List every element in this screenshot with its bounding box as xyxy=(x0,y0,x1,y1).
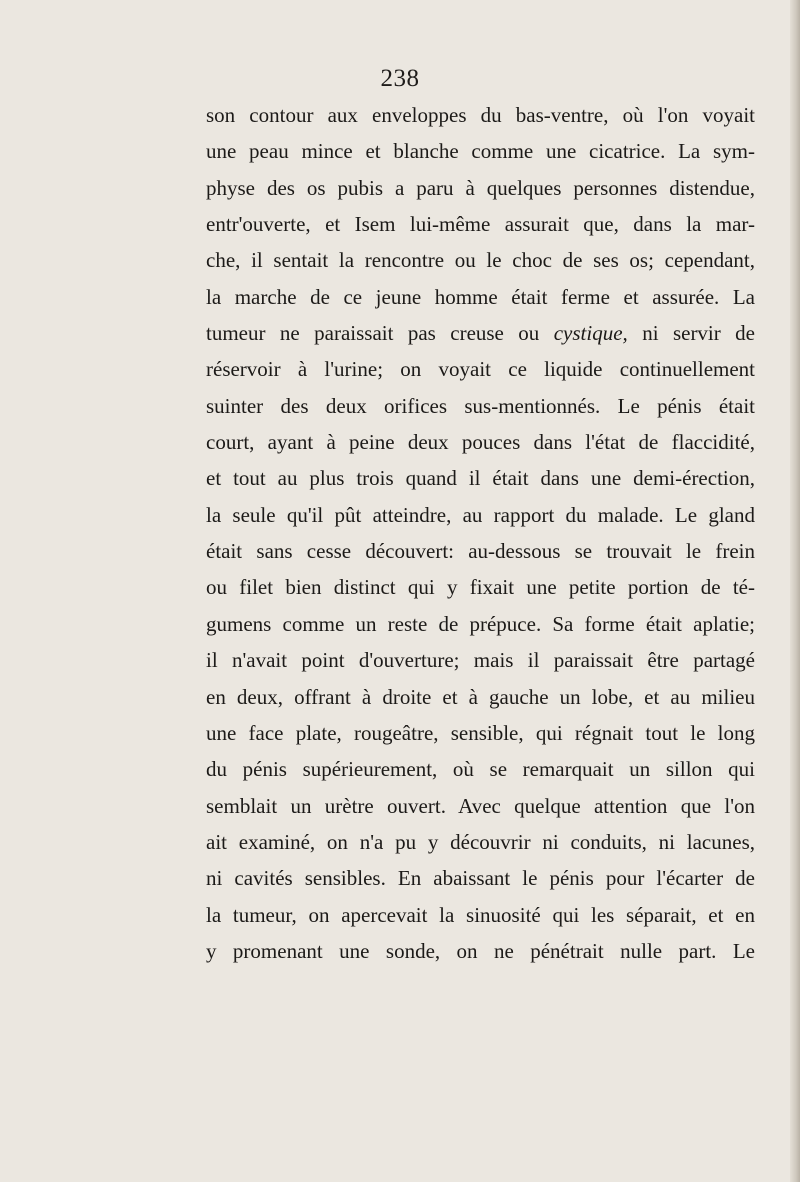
text-line-11: et tout au plus trois quand il était dans une demi-érection, xyxy=(206,466,755,491)
text-line-4: entr'ouverte, et Isem lui-même assurait que, dans la mar- xyxy=(206,212,755,237)
text-line-12: la seule qu'il pût atteindre, au rapport du malade. Le gland xyxy=(206,502,755,527)
text-line-7 xyxy=(206,315,755,351)
text-line-13: était sans cesse découvert: au-dessous se trouvait le frein xyxy=(206,539,755,564)
text-line-19: du pénis supérieurement, où se remarquait un sillon qui xyxy=(206,757,755,782)
text-line-7-end: ni servir de xyxy=(642,321,755,346)
text-line-6: la marche de ce jeune homme était ferme et assurée. La xyxy=(206,284,755,309)
text-line-2: une peau mince et blanche comme une cicatrice. La sym- xyxy=(206,139,755,164)
text-line-10: court, ayant à peine deux pouces dans l'état de flaccidité, xyxy=(206,430,755,455)
text-line-22: ni cavités sensibles. En abaissant le pénis pour l'écarter de xyxy=(206,866,755,891)
text-line-15: gumens comme un reste de prépuce. Sa forme était aplatie; xyxy=(206,611,755,636)
text-line-18: une face plate, rougeâtre, sensible, qui régnait tout le long xyxy=(206,720,755,745)
text-line-20: semblait un urètre ouvert. Avec quelque attention que l'on xyxy=(206,793,755,818)
text-line-21: ait examiné, on n'a pu y découvrir ni conduits, ni lacunes, xyxy=(206,829,755,854)
text-line-24: y promenant une sonde, on ne pénétrait nulle part. Le xyxy=(206,938,755,963)
text-line-9: suinter des deux orifices sus-mentionnés. Le pénis était xyxy=(206,393,755,418)
text-line-8: réservoir à l'urine; on voyait ce liquide continuellement xyxy=(206,357,755,382)
text-line-17: en deux, offrant à droite et à gauche un lobe, et au milieu xyxy=(206,684,755,709)
italic-word-cystique: cystique, xyxy=(553,321,628,346)
body-text xyxy=(206,97,755,969)
text-line-14: ou filet bien distinct qui y fixait une petite portion de té- xyxy=(206,575,755,600)
page-number: 238 xyxy=(380,65,420,92)
text-line-16: il n'avait point d'ouverture; mais il paraissait être partagé xyxy=(206,648,755,673)
text-line-5: che, il sentait la rencontre ou le choc de ses os; cependant, xyxy=(206,248,755,273)
text-line-1: son contour aux enveloppes du bas-ventre, où l'on voyait xyxy=(206,103,755,127)
text-line-7-start: tumeur ne paraissait pas creuse ou xyxy=(206,321,540,346)
text-line-23: la tumeur, on apercevait la sinuosité qui les séparait, et en xyxy=(206,902,755,927)
text-line-3: physe des os pubis a paru à quelques personnes distendue, xyxy=(206,175,755,200)
